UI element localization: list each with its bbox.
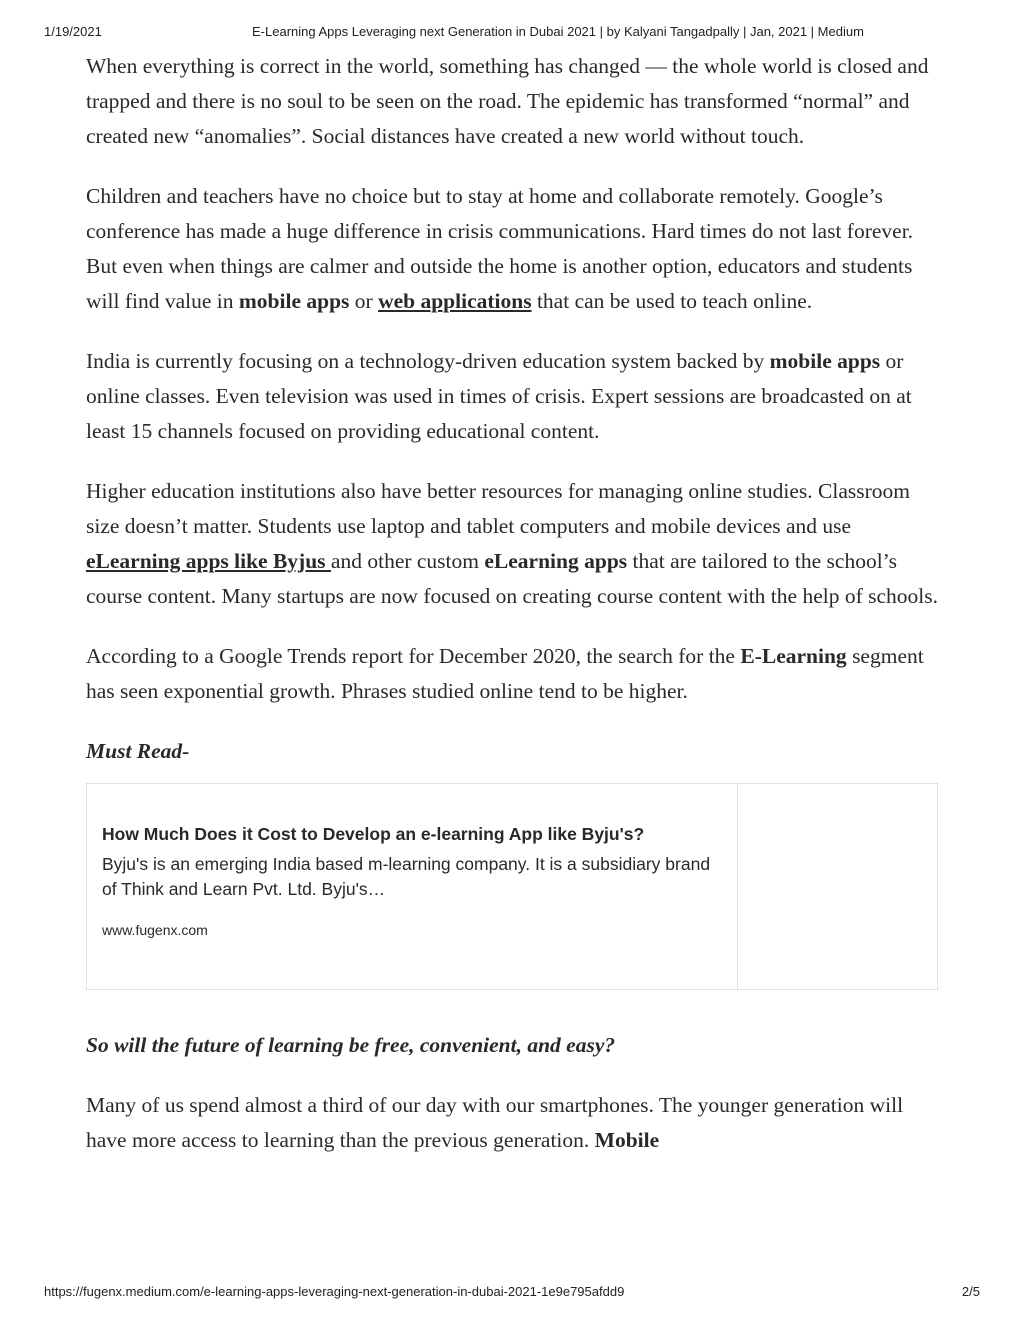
bold-mobile-apps: mobile apps [238, 289, 350, 313]
print-footer [0, 1284, 1024, 1300]
print-header [0, 24, 1024, 40]
print-page-title: E-Learning Apps Leveraging next Generation in Dubai 2021 | by Kalyani Tangadpally | Jan, 2021 | Medium [252, 24, 864, 39]
paragraph-5: According to a Google Trends report for December 2020, the search for the E-Learning segment has seen exponential growth. Phrases studied online tend to be higher. [86, 644, 924, 703]
section-question: So will the future of learning be free, convenient, and easy? [86, 1033, 616, 1057]
embed-title: How Much Does it Cost to Develop an e-learning App like Byju's? [102, 824, 645, 844]
embed-text [102, 822, 722, 940]
embed-thumbnail [737, 784, 937, 989]
page-number: 2/5 [961, 1284, 980, 1299]
paragraph-4: Higher education institutions also have better resources for managing online studies. Classroom size doesn’t matter. Students use laptop and tablet computers and mobile devices and use eLearning apps like Byjus and other custom eLearning apps that are tailored to the school’s course content. Many startups are now focused on creating course content with the help of schools. [86, 479, 938, 608]
print-url: https://fugenx.medium.com/e-learning-apps-leveraging-next-generation-in-dubai-2021-1e9e795afdd9 [44, 1284, 625, 1299]
elearning-apps-byjus-link[interactable]: eLearning apps like Byjus [86, 549, 331, 573]
bold-mobile-apps: mobile apps [769, 349, 881, 373]
paragraph-2: Children and teachers have no choice but to stay at home and collaborate remotely. Google’s conference has made a huge difference in crisis communications. Hard times do not last forever. But even when things are calmer and outside the home is another option, educators and students will find value in mobile apps or web applications that can be used to teach online. [86, 184, 914, 313]
paragraph-1: When everything is correct in the world, something has changed — the whole world is closed and trapped and there is no soul to be seen on the road. The epidemic has transformed “normal” and created new “anomalies”. Social distances have created a new world without touch. [86, 54, 929, 148]
article-body [86, 49, 942, 1183]
link-embed-card[interactable] [86, 783, 938, 990]
bold-mobile: Mobile [594, 1128, 660, 1152]
bold-elearning-apps: eLearning apps [484, 549, 628, 573]
embed-description: Byju's is an emerging India based m-learning company. It is a subsidiary brand of Think and Learn Pvt. Ltd. Byju's… [102, 854, 711, 899]
web-applications-link[interactable]: web applications [378, 289, 532, 313]
embed-domain: www.fugenx.com [102, 922, 208, 938]
paragraph-3: India is currently focusing on a technology-driven education system backed by mobile apps or online classes. Even television was used in times of crisis. Expert sessions are broadcasted on at least 15 channels focused on providing educational content. [86, 349, 912, 443]
must-read-heading: Must Read- [86, 739, 190, 763]
paragraph-6: Many of us spend almost a third of our day with our smartphones. The younger generation will have more access to learning than the previous generation. Mobile [86, 1093, 904, 1152]
bold-e-learning: E-Learning [740, 644, 847, 668]
print-date: 1/19/2021 [44, 24, 102, 39]
